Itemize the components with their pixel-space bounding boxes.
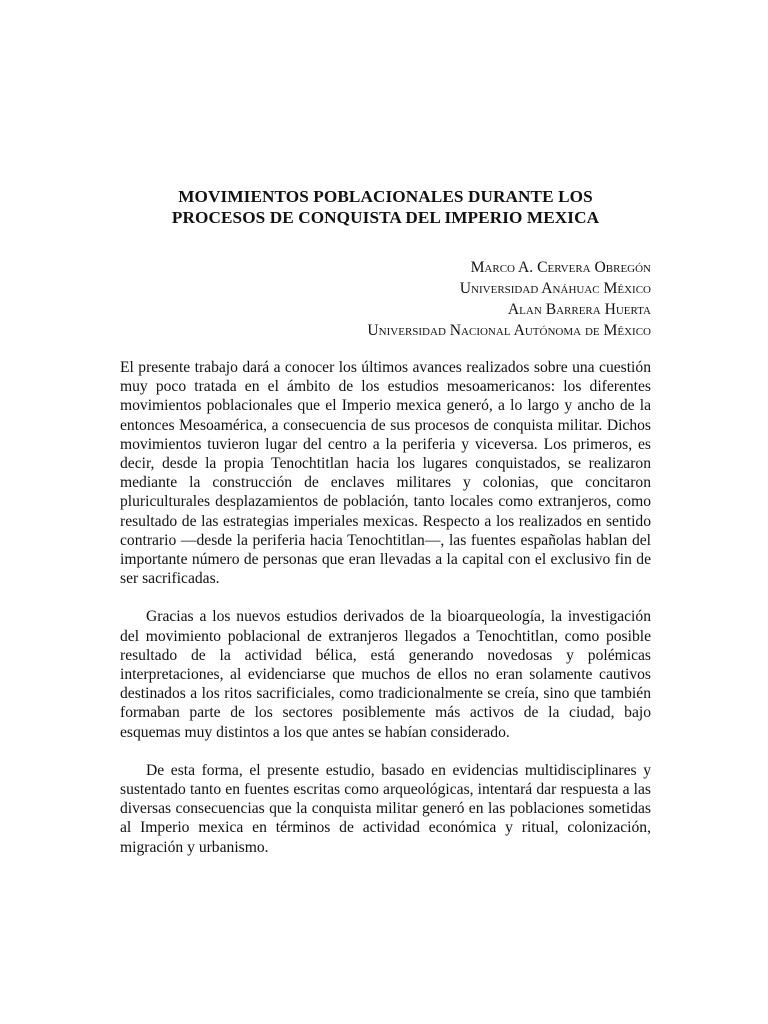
title-line-2: PROCESOS DE CONQUISTA DEL IMPERIO MEXICA (171, 208, 600, 227)
author-block (120, 257, 651, 341)
paragraph-1: El presente trabajo dará a conocer los últimos avances realizados sobre una cuestión muy poco tratada en el ámbito de los estudios mesoamericanos: los diferentes movimientos poblacionales que el Imperio mexica generó, a lo largo y ancho de la entonces Mesoamérica, a consecuencia de sus procesos de conquista militar. Dichos movimientos tuvieron lugar del centro a la periferia y viceversa. Los primeros, es decir, desde la propia Tenochtitlan hacia los lugares conquistados, se realizaron mediante la construcción de enclaves militares y colonias, que concitaron pluriculturales desplazamientos de población, tanto locales como extranjeros, como resultado de las estrategias imperiales mexicas. Respecto a los realizados en sentido contrario —desde la periferia hacia Tenochtitlan—, las fuentes españolas hablan del importante número de personas que eran llevadas a la capital con el exclusivo fin de ser sacrificadas. (120, 359, 651, 588)
title-line-1: MOVIMIENTOS POBLACIONALES DURANTE LOS (178, 187, 593, 206)
author-affiliation-2: Universidad Nacional Autónoma de México (367, 322, 651, 339)
author-name-1: Marco A. Cervera Obregón (470, 259, 651, 276)
author-name-2: Alan Barrera Huerta (507, 301, 651, 318)
article-title (120, 186, 651, 228)
abstract-body (120, 358, 651, 857)
paragraph-2: Gracias a los nuevos estudios derivados de la bioarqueología, la investigación del movimiento poblacional de extranjeros llegados a Tenochtitlan, como posible resultado de la actividad bélica, está generando novedosas y polémicas interpretaciones, al evidenciarse que muchos de ellos no eran solamente cautivos destinados a los ritos sacrificiales, como tradicionalmente se creía, sino que también formaban parte de los sectores posiblemente más activos de la ciudad, bajo esquemas muy distintos a los que antes se habían considerado. (120, 608, 651, 741)
paragraph-3: De esta forma, el presente estudio, basado en evidencias multidisciplinares y sustentado tanto en fuentes escritas como arqueológicas, intentará dar respuesta a las diversas consecuencias que la conquista militar generó en las poblaciones sometidas al Imperio mexica en términos de actividad económica y ritual, colonización, migración y urbanismo. (120, 761, 651, 856)
document-page (120, 186, 651, 876)
author-affiliation-1: Universidad Anáhuac México (459, 280, 651, 297)
